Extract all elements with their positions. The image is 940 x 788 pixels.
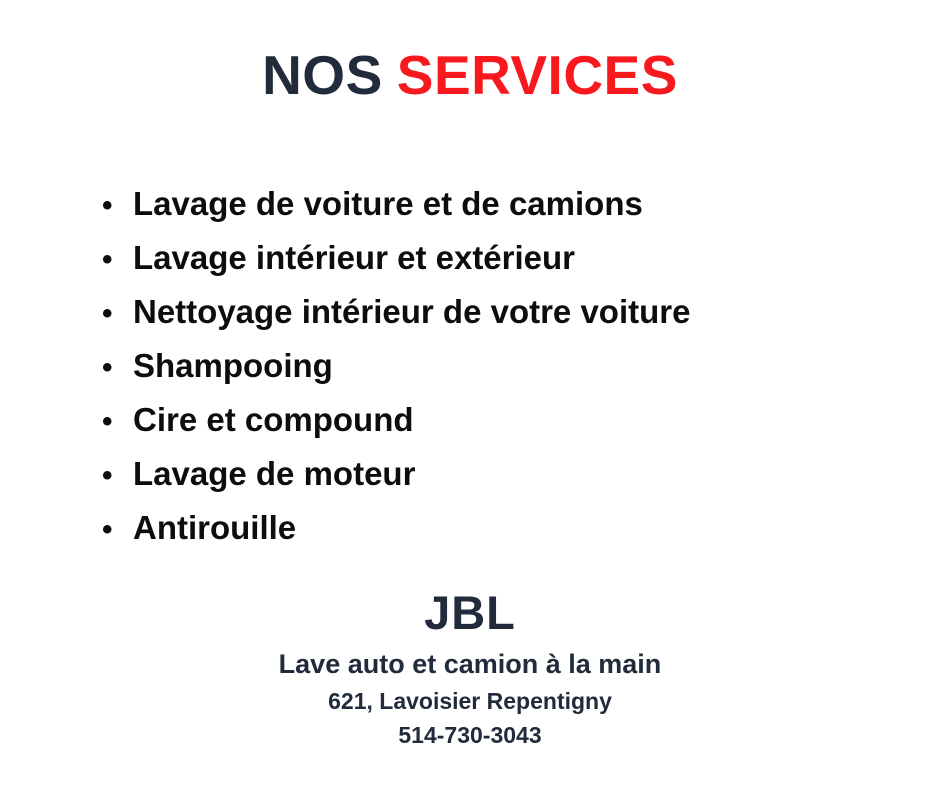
list-item: [102, 502, 940, 556]
tagline: Lave auto et camion à la main: [278, 649, 662, 679]
bullet-icon: •: [102, 189, 113, 222]
bullet-icon: •: [102, 405, 113, 438]
service-label: Nettoyage intérieur de votre voiture: [133, 293, 691, 330]
list-item: [102, 232, 940, 286]
service-label: Lavage de moteur: [133, 455, 416, 492]
service-label: Cire et compound: [133, 401, 414, 438]
service-label: Lavage intérieur et extérieur: [133, 239, 576, 276]
bullet-icon: •: [102, 243, 113, 276]
service-label: Antirouille: [133, 509, 297, 546]
address: 621, Lavoisier Repentigny: [328, 688, 612, 714]
title-highlight: SERVICES: [396, 44, 678, 106]
list-item: [102, 340, 940, 394]
page-title: [0, 42, 940, 108]
brand-name: JBL: [424, 586, 516, 639]
list-item: [102, 286, 940, 340]
bullet-icon: •: [102, 351, 113, 384]
list-item: [102, 178, 940, 232]
bullet-icon: •: [102, 459, 113, 492]
service-label: Lavage de voiture et de camions: [133, 185, 643, 222]
bullet-icon: •: [102, 297, 113, 330]
title-prefix: NOS: [262, 44, 383, 106]
footer: [0, 586, 940, 749]
services-list: [0, 178, 940, 556]
phone-number: 514-730-3043: [398, 722, 542, 748]
bullet-icon: •: [102, 513, 113, 546]
list-item: [102, 448, 940, 502]
list-item: [102, 394, 940, 448]
service-label: Shampooing: [133, 347, 333, 384]
